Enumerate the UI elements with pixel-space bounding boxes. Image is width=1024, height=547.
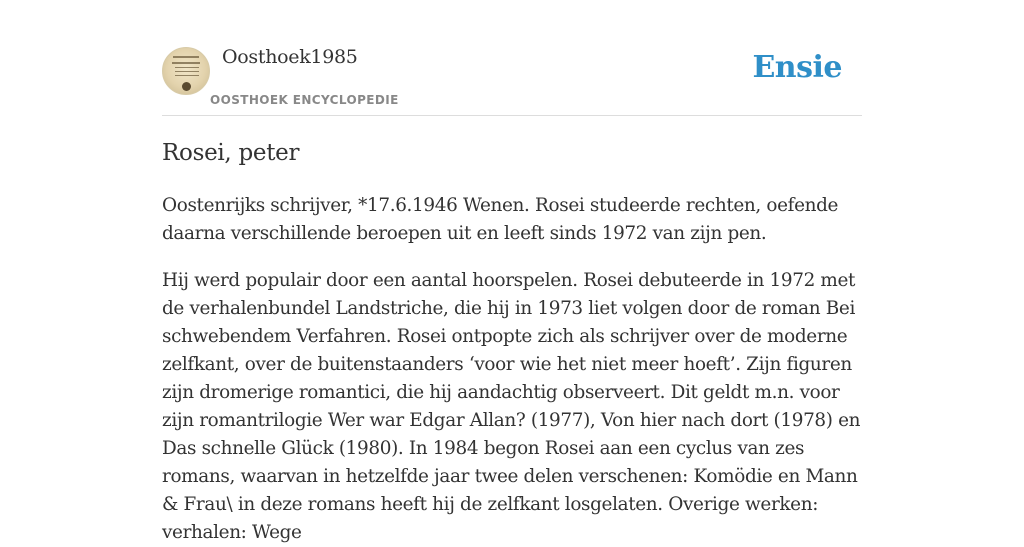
source-label[interactable]: OOSTHOEK ENCYCLOPEDIE xyxy=(210,93,399,107)
seal-icon xyxy=(182,82,191,91)
brand-logo[interactable]: Ensie xyxy=(752,50,842,85)
avatar-detail xyxy=(173,56,199,58)
username-link[interactable]: Oosthoek1985 xyxy=(222,46,358,68)
avatar-detail xyxy=(175,67,199,68)
article-page xyxy=(162,0,862,543)
article-paragraph: Hij werd populair door een aantal hoorspelen. Rosei debuteerde in 1972 met de verhalenbundel Landstriche, die hij in 1973 liet volgen door de roman Bei schwebendem Verfahren. Rosei ontpopte zich als schrijver over de moderne zelfkant, over de buitenstaanders ‘voor wie het niet meer hoeft’. Zijn figuren zijn dromerige romantici, die hij aandachtig observeert. Dit geldt m.n. voor zijn romantrilogie Wer war Edgar Allan? (1977), Von hier nach dort (1978) en Das schnelle Glück (1980). In 1984 begon Rosei aan een cyclus van zes romans, waarvan in hetzelfde jaar twee delen verschenen: Komödie en Mann & Frau\ in deze romans heeft hij de zelfkant losgelaten. Overige werken: verhalen: Wege xyxy=(162,270,861,543)
avatar[interactable] xyxy=(162,47,210,95)
avatar-detail xyxy=(172,62,200,64)
header xyxy=(162,0,862,116)
article-paragraph: Oostenrijks schrijver, *17.6.1946 Wenen. Rosei studeerde rechten, oefende daarna verschillende beroepen uit en leeft sinds 1972 van zijn pen. xyxy=(162,195,839,244)
avatar-detail xyxy=(175,71,199,72)
avatar-detail xyxy=(175,75,199,76)
article-title: Rosei, peter xyxy=(162,140,300,166)
